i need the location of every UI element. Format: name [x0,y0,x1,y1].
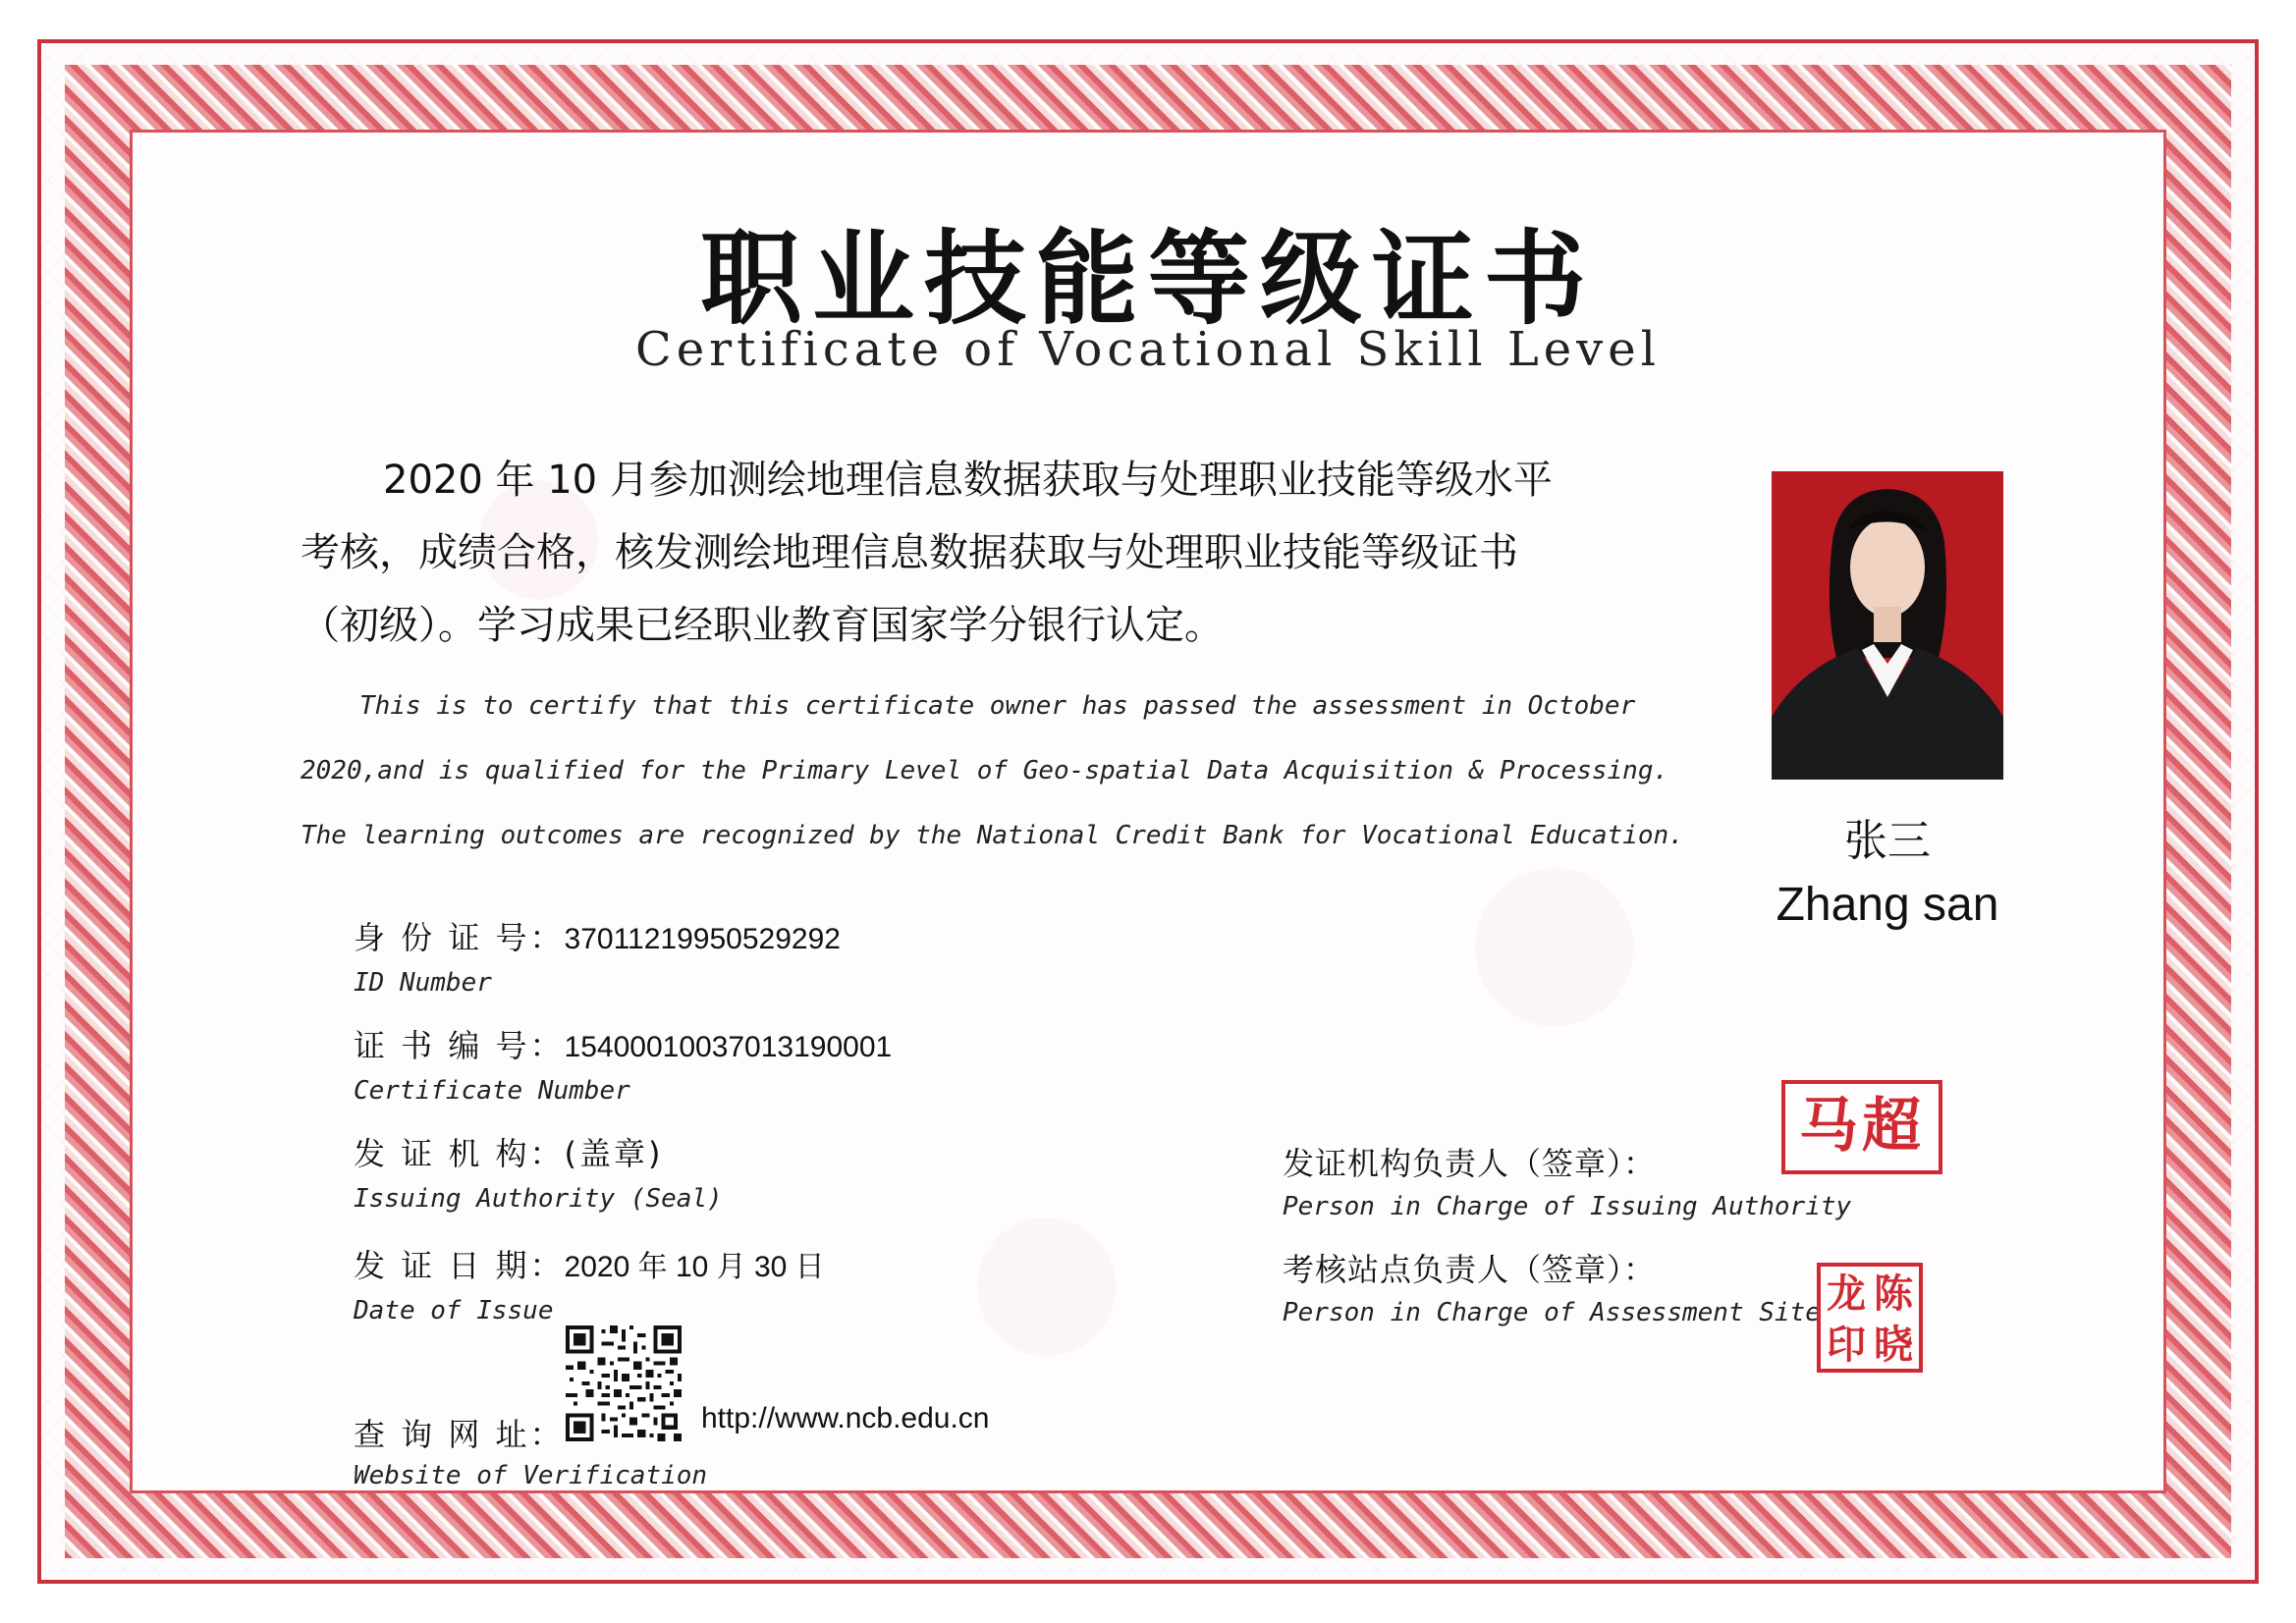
title-english: Certificate of Vocational Skill Level [635,322,1661,377]
site-seal-char: 龙 [1827,1271,1866,1317]
id-number-value: 370112199505292​92 [564,923,841,955]
site-seal-char: 印 [1827,1323,1866,1368]
date-of-issue-label-en: Date of Issue [354,1296,554,1325]
body-en-line-1: This is to certify that this certificate owner has passed the assessment in October [359,691,1636,721]
certificate-number-label: 证 书 编 号： [354,1027,565,1064]
certificate-number-label-en: Certificate Number [354,1076,630,1106]
website-label-en: Website of Verification [354,1461,708,1490]
date-of-issue-value: 2020 年 10 月 30 日 [564,1251,825,1283]
body-text-chinese [301,444,1695,662]
body-cn-line-1: 2020 年 10 月参加测绘地理信息数据获取与处理职业技能等级水平 [383,458,1553,503]
body-text-english [301,674,1695,868]
body-cn-line-3: （初级）。学习成果已经职业教育国家学分银行认定。 [301,603,1224,648]
issuing-person-label: 发证机构负责人（签章）： [1283,1145,1657,1182]
holder-name-english: Zhang san [1776,879,1999,931]
id-number-row [354,913,841,958]
body-cn-line-2: 考核，成绩合格，核发测绘地理信息数据获取与处理职业技能等级证书 [301,530,1518,575]
site-person-label: 考核站点负责人（签章）： [1283,1251,1657,1288]
person-silhouette-icon [1772,471,2003,780]
issuing-seal: 马超 [1781,1080,1942,1174]
issuing-person-label-en: Person in Charge of Issuing Authority [1283,1192,1852,1221]
certificate-number-row [354,1021,892,1066]
body-en-line-3: The learning outcomes are recognized by the National Credit Bank for Vocational Education. [301,821,1684,850]
id-number-label-en: ID Number [354,968,492,998]
holder-name-chinese: 张三 [1844,816,1931,866]
certificate-number-value: 15400010037013190001 [564,1031,893,1063]
issuing-authority-label: 发 证 机 构：(盖章) [354,1135,664,1172]
website-label: 查 询 网 址： [354,1416,565,1453]
site-seal [1817,1263,1923,1373]
qr-code-icon[interactable] [566,1325,682,1441]
site-seal-char: 陈 [1874,1271,1913,1317]
title-chinese: 职业技能等级证书 [699,219,1596,339]
body-en-line-2: 2020,and is qualified for the Primary Level of Geo-spatial Data Acquisition & Processing. [301,756,1669,785]
site-person-label-en: Person in Charge of Assessment Site [1283,1298,1821,1327]
holder-photo [1772,471,2003,780]
website-link[interactable]: http://www.ncb.edu.cn [701,1402,990,1434]
issuing-authority-label-en: Issuing Authority (Seal) [354,1184,723,1214]
date-of-issue-row [354,1241,825,1286]
id-number-label: 身 份 证 号： [354,919,565,956]
date-of-issue-label: 发 证 日 期： [354,1247,565,1284]
site-seal-char: 晓 [1874,1323,1913,1368]
